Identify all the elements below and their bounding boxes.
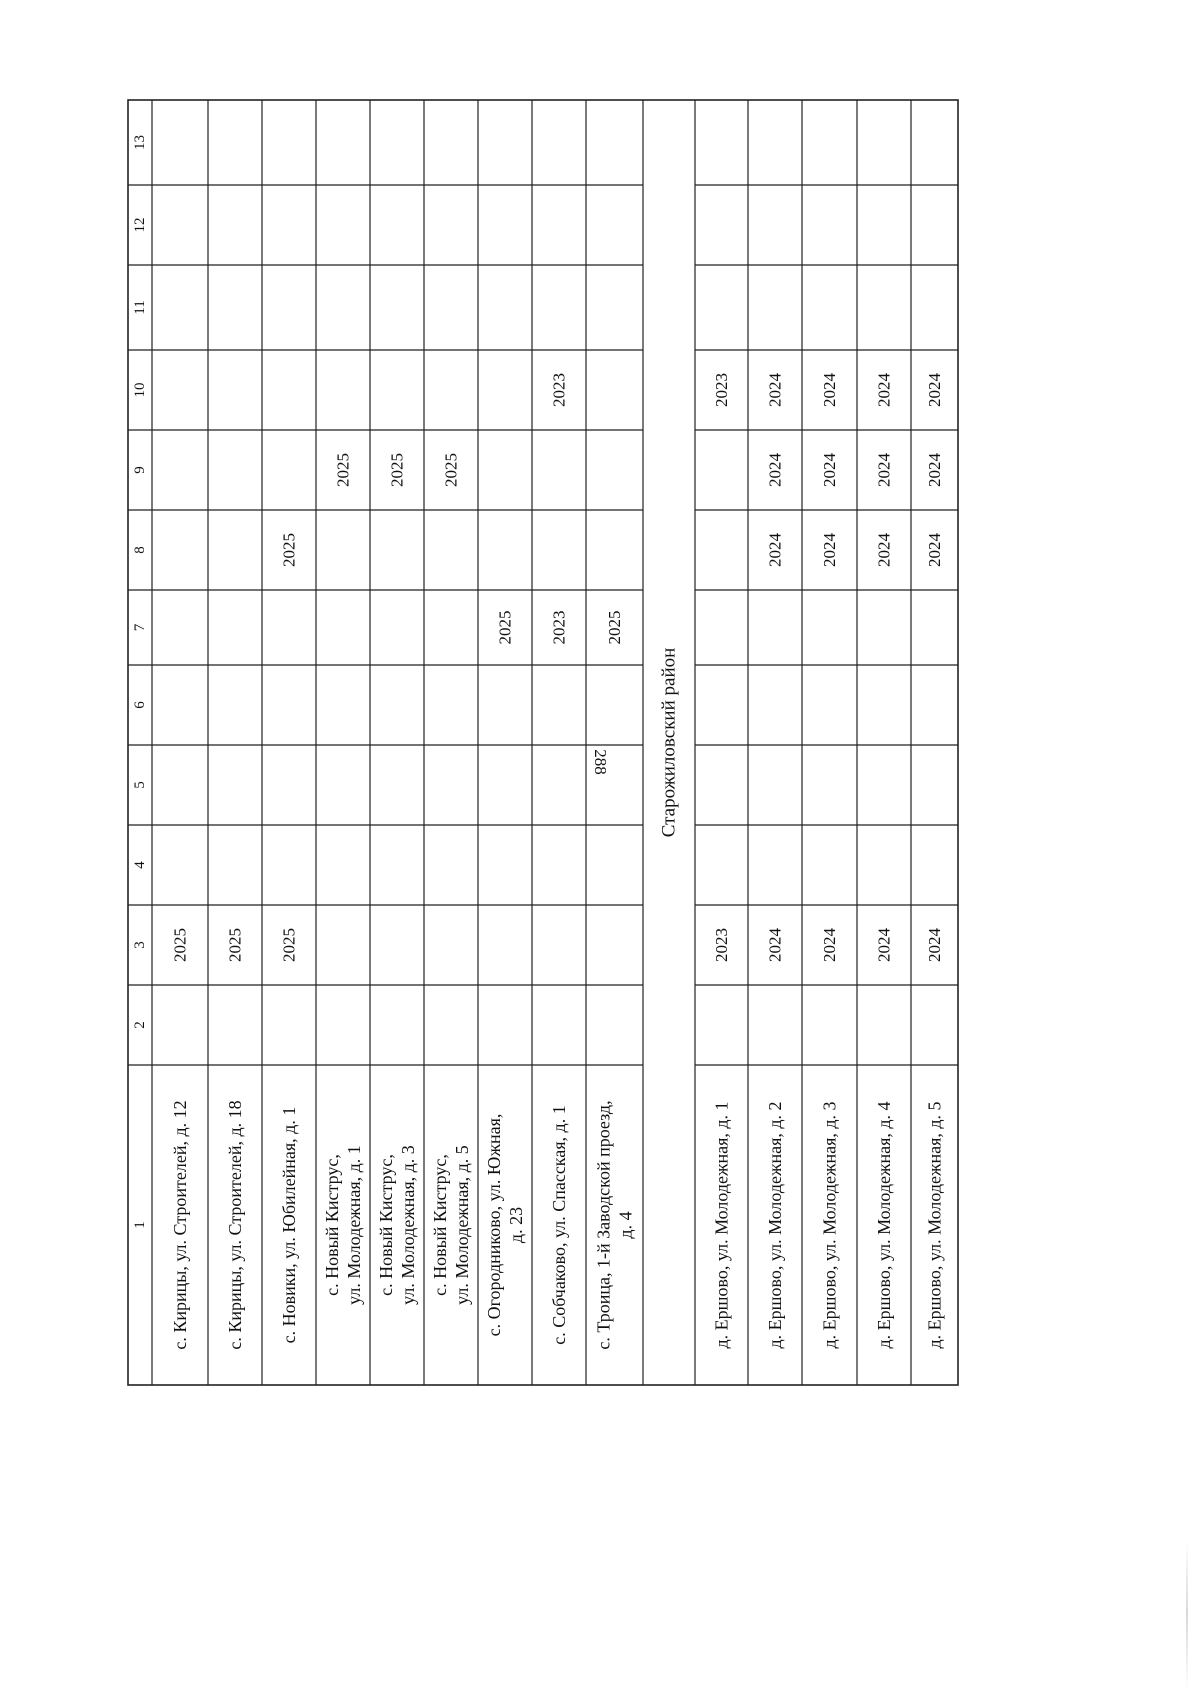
address-cell-text: д. Ершово, ул. Молодежная, д. 5: [924, 1101, 945, 1349]
address-cell-text: с. Троица, 1-й Заводской проезд,: [593, 1100, 614, 1350]
year-cell-text: 2023: [549, 373, 569, 407]
address-cell: [765, 1101, 785, 1348]
year-cell: [766, 533, 785, 568]
year-cell: [925, 453, 944, 488]
year-cell-text: 2025: [495, 610, 515, 645]
address-cell-text: д. Ершово, ул. Молодежная, д. 4: [874, 1101, 894, 1349]
year-cell-text: 2023: [549, 610, 569, 645]
year-cell-text: 2025: [279, 928, 299, 962]
year-cell-text: 2024: [765, 373, 785, 407]
header-cell-4-text: 4: [132, 861, 148, 869]
address-cell-text: с. Новики, ул. Юбилейная, д. 1: [279, 1106, 299, 1344]
year-cell-text: 2024: [874, 533, 894, 567]
year-cell-text: 2025: [333, 453, 353, 487]
section-title-text: Старожиловский район: [658, 647, 680, 838]
header-cell-10: [132, 383, 148, 398]
year-cell: [388, 453, 407, 487]
address-cell: [594, 1100, 636, 1349]
year-cell: [280, 928, 299, 962]
year-cell: [925, 533, 944, 568]
year-cell-text: 2024: [874, 373, 894, 407]
header-cell-5-text: 5: [132, 781, 148, 789]
year-cell-text: 2024: [820, 453, 839, 487]
year-cell-text: 2025: [279, 533, 299, 567]
year-cell-text: 2025: [387, 453, 407, 487]
year-cell-text: 2024: [925, 453, 944, 487]
address-cell-text: д. Ершово, ул. Молодежная, д. 2: [765, 1101, 785, 1349]
year-cell-text: 2024: [820, 928, 839, 962]
address-cell: [484, 1114, 526, 1337]
year-cell: [875, 373, 894, 408]
year-cell: [820, 373, 839, 408]
year-cell: [550, 611, 569, 645]
year-cell: [820, 533, 839, 568]
page-number: 288: [591, 749, 610, 775]
header-cell-9: [132, 466, 148, 474]
address-cell-text: с. Кирицы, ул. Строителей, д. 18: [225, 1100, 245, 1350]
section-title: [659, 648, 680, 838]
year-cell: [171, 928, 190, 962]
year-cell-text: 2025: [441, 453, 461, 487]
header-cell-10-text: 10: [132, 382, 148, 398]
year-cell-text: 2023: [712, 928, 731, 962]
year-cell: [280, 533, 299, 567]
address-cell: [170, 1100, 190, 1349]
year-cell: [820, 928, 839, 963]
address-cell: [430, 1145, 472, 1305]
address-cell: [925, 1101, 945, 1348]
header-cell-12: [132, 218, 148, 233]
year-cell: [820, 453, 839, 488]
address-cell-text: д. Ершово, ул. Молодежная, д. 1: [711, 1101, 732, 1349]
year-cell-text: 2024: [874, 453, 894, 487]
header-cell-1-text: 1: [132, 1221, 148, 1229]
address-cell-text: с. Новый Киструс,: [430, 1154, 451, 1296]
year-cell-text: 2024: [820, 373, 839, 407]
year-cell-text: 2024: [765, 453, 785, 487]
address-cell-text: ул. Молодежная, д. 1: [343, 1145, 364, 1305]
address-cell: [874, 1101, 894, 1348]
year-cell: [925, 373, 944, 408]
year-cell-text: 2024: [925, 928, 944, 962]
header-cell-5: [132, 781, 148, 789]
header-cell-12-text: 12: [132, 217, 148, 233]
header-cell-3: [132, 941, 148, 949]
address-cell-text: с. Новый Киструс,: [322, 1154, 343, 1296]
year-cell-text: 2024: [925, 533, 944, 567]
year-cell-text: 2025: [225, 928, 245, 962]
header-cell-7: [132, 623, 148, 631]
address-cell: [225, 1100, 245, 1349]
address-cell: [322, 1145, 364, 1305]
address-cell-text: с. Собчаково, ул. Спасская, д. 1: [549, 1105, 569, 1345]
address-cell: [712, 1101, 732, 1348]
header-cell-6: [132, 701, 148, 709]
header-cell-8: [132, 546, 148, 554]
year-cell: [442, 453, 461, 487]
address-cell-text: д. 23: [505, 1206, 526, 1244]
address-cell-text: ул. Молодежная, д. 5: [451, 1145, 472, 1305]
year-cell-text: 2024: [765, 928, 785, 962]
header-cell-2-text: 2: [132, 1021, 148, 1029]
header-cell-1: [132, 1221, 148, 1229]
year-cell-text: 2024: [874, 928, 894, 962]
year-cell-text: 2023: [712, 373, 731, 407]
address-cell-text: с. Кирицы, ул. Строителей, д. 12: [170, 1100, 190, 1350]
year-cell-text: 2024: [925, 373, 944, 407]
address-cell-text: с. Новый Киструс,: [376, 1154, 397, 1296]
address-cell-text: д. Ершово, ул. Молодежная, д. 3: [819, 1101, 840, 1349]
year-cell: [766, 373, 785, 408]
header-cell-6-text: 6: [132, 701, 148, 709]
header-cell-8-text: 8: [132, 546, 148, 554]
year-cell-text: 2025: [605, 610, 624, 645]
header-cell-11-text: 11: [132, 300, 148, 315]
year-cell-text: 2025: [170, 928, 190, 962]
address-cell: [820, 1101, 840, 1348]
year-cell: [766, 928, 785, 963]
address-cell: [376, 1145, 418, 1305]
header-cell-3-text: 3: [132, 941, 148, 949]
year-cell: [875, 533, 894, 568]
address-cell-text: ул. Молодежная, д. 3: [397, 1145, 418, 1305]
year-cell: [875, 453, 894, 488]
year-cell: [712, 373, 731, 407]
year-cell: [605, 611, 624, 645]
year-cell: [875, 928, 894, 963]
header-cell-11: [132, 300, 148, 314]
year-cell: [226, 928, 245, 962]
address-cell-text: с. Огородниково, ул. Южная,: [484, 1113, 505, 1337]
year-cell: [712, 928, 731, 962]
year-cell: [496, 611, 515, 645]
header-cell-13: [132, 135, 148, 150]
header-cell-4: [132, 861, 148, 869]
year-cell: [925, 928, 944, 963]
address-cell-text: д. 4: [615, 1211, 636, 1239]
header-cell-7-text: 7: [132, 623, 148, 632]
header-cell-9-text: 9: [132, 466, 148, 474]
year-cell-text: 2024: [820, 533, 839, 567]
address-cell: [549, 1105, 569, 1344]
address-cell: [279, 1107, 299, 1344]
year-cell-text: 2024: [765, 533, 785, 567]
year-cell: [550, 373, 569, 407]
header-cell-2: [132, 1021, 148, 1029]
year-cell: [334, 453, 353, 487]
year-cell: [766, 453, 785, 488]
header-cell-13-text: 13: [132, 135, 148, 150]
